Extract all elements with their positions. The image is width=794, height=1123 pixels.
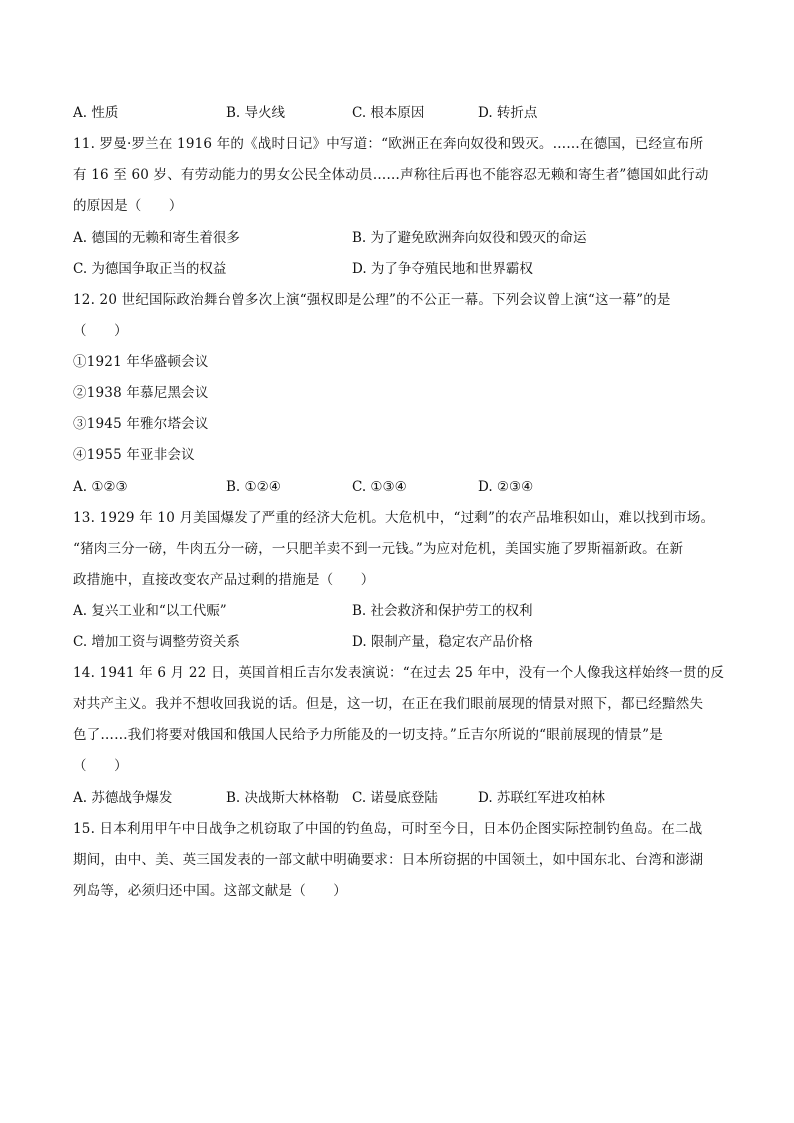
q14-stem-line: 对共产主义。我并不想收回我说的话。但是，这一切，在正在我们眼前展现的情景对照下，都已经黯然失: [73, 696, 704, 712]
q12-stem-line: 12. 20 世纪国际政治舞台曾多次上演“强权即是公理”的不公正一幕。下列会议曾上演“这一幕”的是: [73, 292, 671, 308]
q14-option-a: A. 苏德战争爆发: [73, 790, 173, 806]
q11-stem-line: 有 16 至 60 岁、有劳动能力的男女公民全体动员……声称往后再也不能容忍无赖和寄生者”德国如此行动: [73, 167, 709, 183]
q14-option-c: C. 诺曼底登陆: [352, 790, 438, 806]
q13-option-d: D. 限制产量，稳定农产品价格: [352, 634, 533, 650]
q12-stem-line: （ ）: [73, 323, 128, 339]
q14-stem-line: 色了……我们将要对俄国和俄国人民给予力所能及的一切支持。”丘吉尔所说的“眼前展现的情景”是: [73, 727, 663, 743]
q11-option-b: B. 为了避免欧洲奔向奴役和毁灭的命运: [352, 230, 587, 246]
q12-option-b: B. ①②④: [226, 479, 281, 495]
q10-option-a: A. 性质: [73, 105, 119, 121]
q15-stem-line: 15. 日本利用甲午中日战争之机窃取了中国的钓鱼岛，可时至今日，日本仍企图实际控制钓鱼岛。在二战: [73, 821, 703, 837]
q15-stem-line: 期间，由中、美、英三国发表的一部文献中明确要求：日本所窃据的中国领土，如中国东北、台湾和澎湖: [73, 852, 704, 868]
q11-option-d: D. 为了争夺殖民地和世界霸权: [352, 261, 533, 277]
q14-option-b: B. 决战斯大林格勒: [226, 790, 340, 806]
q15-stem-line: 列岛等，必须归还中国。这部文献是（ ）: [73, 883, 347, 899]
q12-item: ①1921 年华盛顿会议: [73, 354, 209, 370]
q12-option-c: C. ①③④: [352, 479, 407, 495]
q13-stem-line: 13. 1929 年 10 月美国爆发了严重的经济大危机。大危机中，“过剩”的农产品堆积如山，难以找到市场。: [73, 510, 715, 526]
q13-option-c: C. 增加工资与调整劳资关系: [73, 634, 240, 650]
q13-option-a: A. 复兴工业和“以工代赈”: [73, 603, 227, 619]
q13-stem-line: “猪肉三分一磅，牛肉五分一磅，一只肥羊卖不到一元钱。”为应对危机，美国实施了罗斯福新政。在新: [73, 541, 684, 557]
q12-option-a: A. ①②③: [73, 479, 128, 495]
q12-item: ④1955 年亚非会议: [73, 447, 195, 463]
q11-option-c: C. 为德国争取正当的权益: [73, 261, 227, 277]
q12-item: ③1945 年雅尔塔会议: [73, 416, 209, 432]
q11-stem-line: 的原因是（ ）: [73, 198, 183, 214]
q10-option-b: B. 导火线: [226, 105, 286, 121]
q14-stem-line: （ ）: [73, 758, 128, 774]
q10-option-c: C. 根本原因: [352, 105, 425, 121]
q14-option-d: D. 苏联红军进攻柏林: [478, 790, 605, 806]
q13-stem-line: 政措施中，直接改变农产品过剩的措施是（ ）: [73, 572, 375, 588]
q12-option-d: D. ②③④: [478, 479, 534, 495]
q10-option-d: D. 转折点: [478, 105, 538, 121]
q11-option-a: A. 德国的无赖和寄生着很多: [73, 230, 240, 246]
q13-option-b: B. 社会救济和保护劳工的权利: [352, 603, 533, 619]
q14-stem-line: 14. 1941 年 6 月 22 日，英国首相丘吉尔发表演说：“在过去 25 年中，没有一个人像我这样始终一贯的反: [73, 665, 725, 681]
q12-item: ②1938 年慕尼黑会议: [73, 385, 209, 401]
q11-stem-line: 11. 罗曼·罗兰在 1916 年的《战时日记》中写道：“欧洲正在奔向奴役和毁灭。……在德国，已经宣布所: [73, 136, 704, 152]
